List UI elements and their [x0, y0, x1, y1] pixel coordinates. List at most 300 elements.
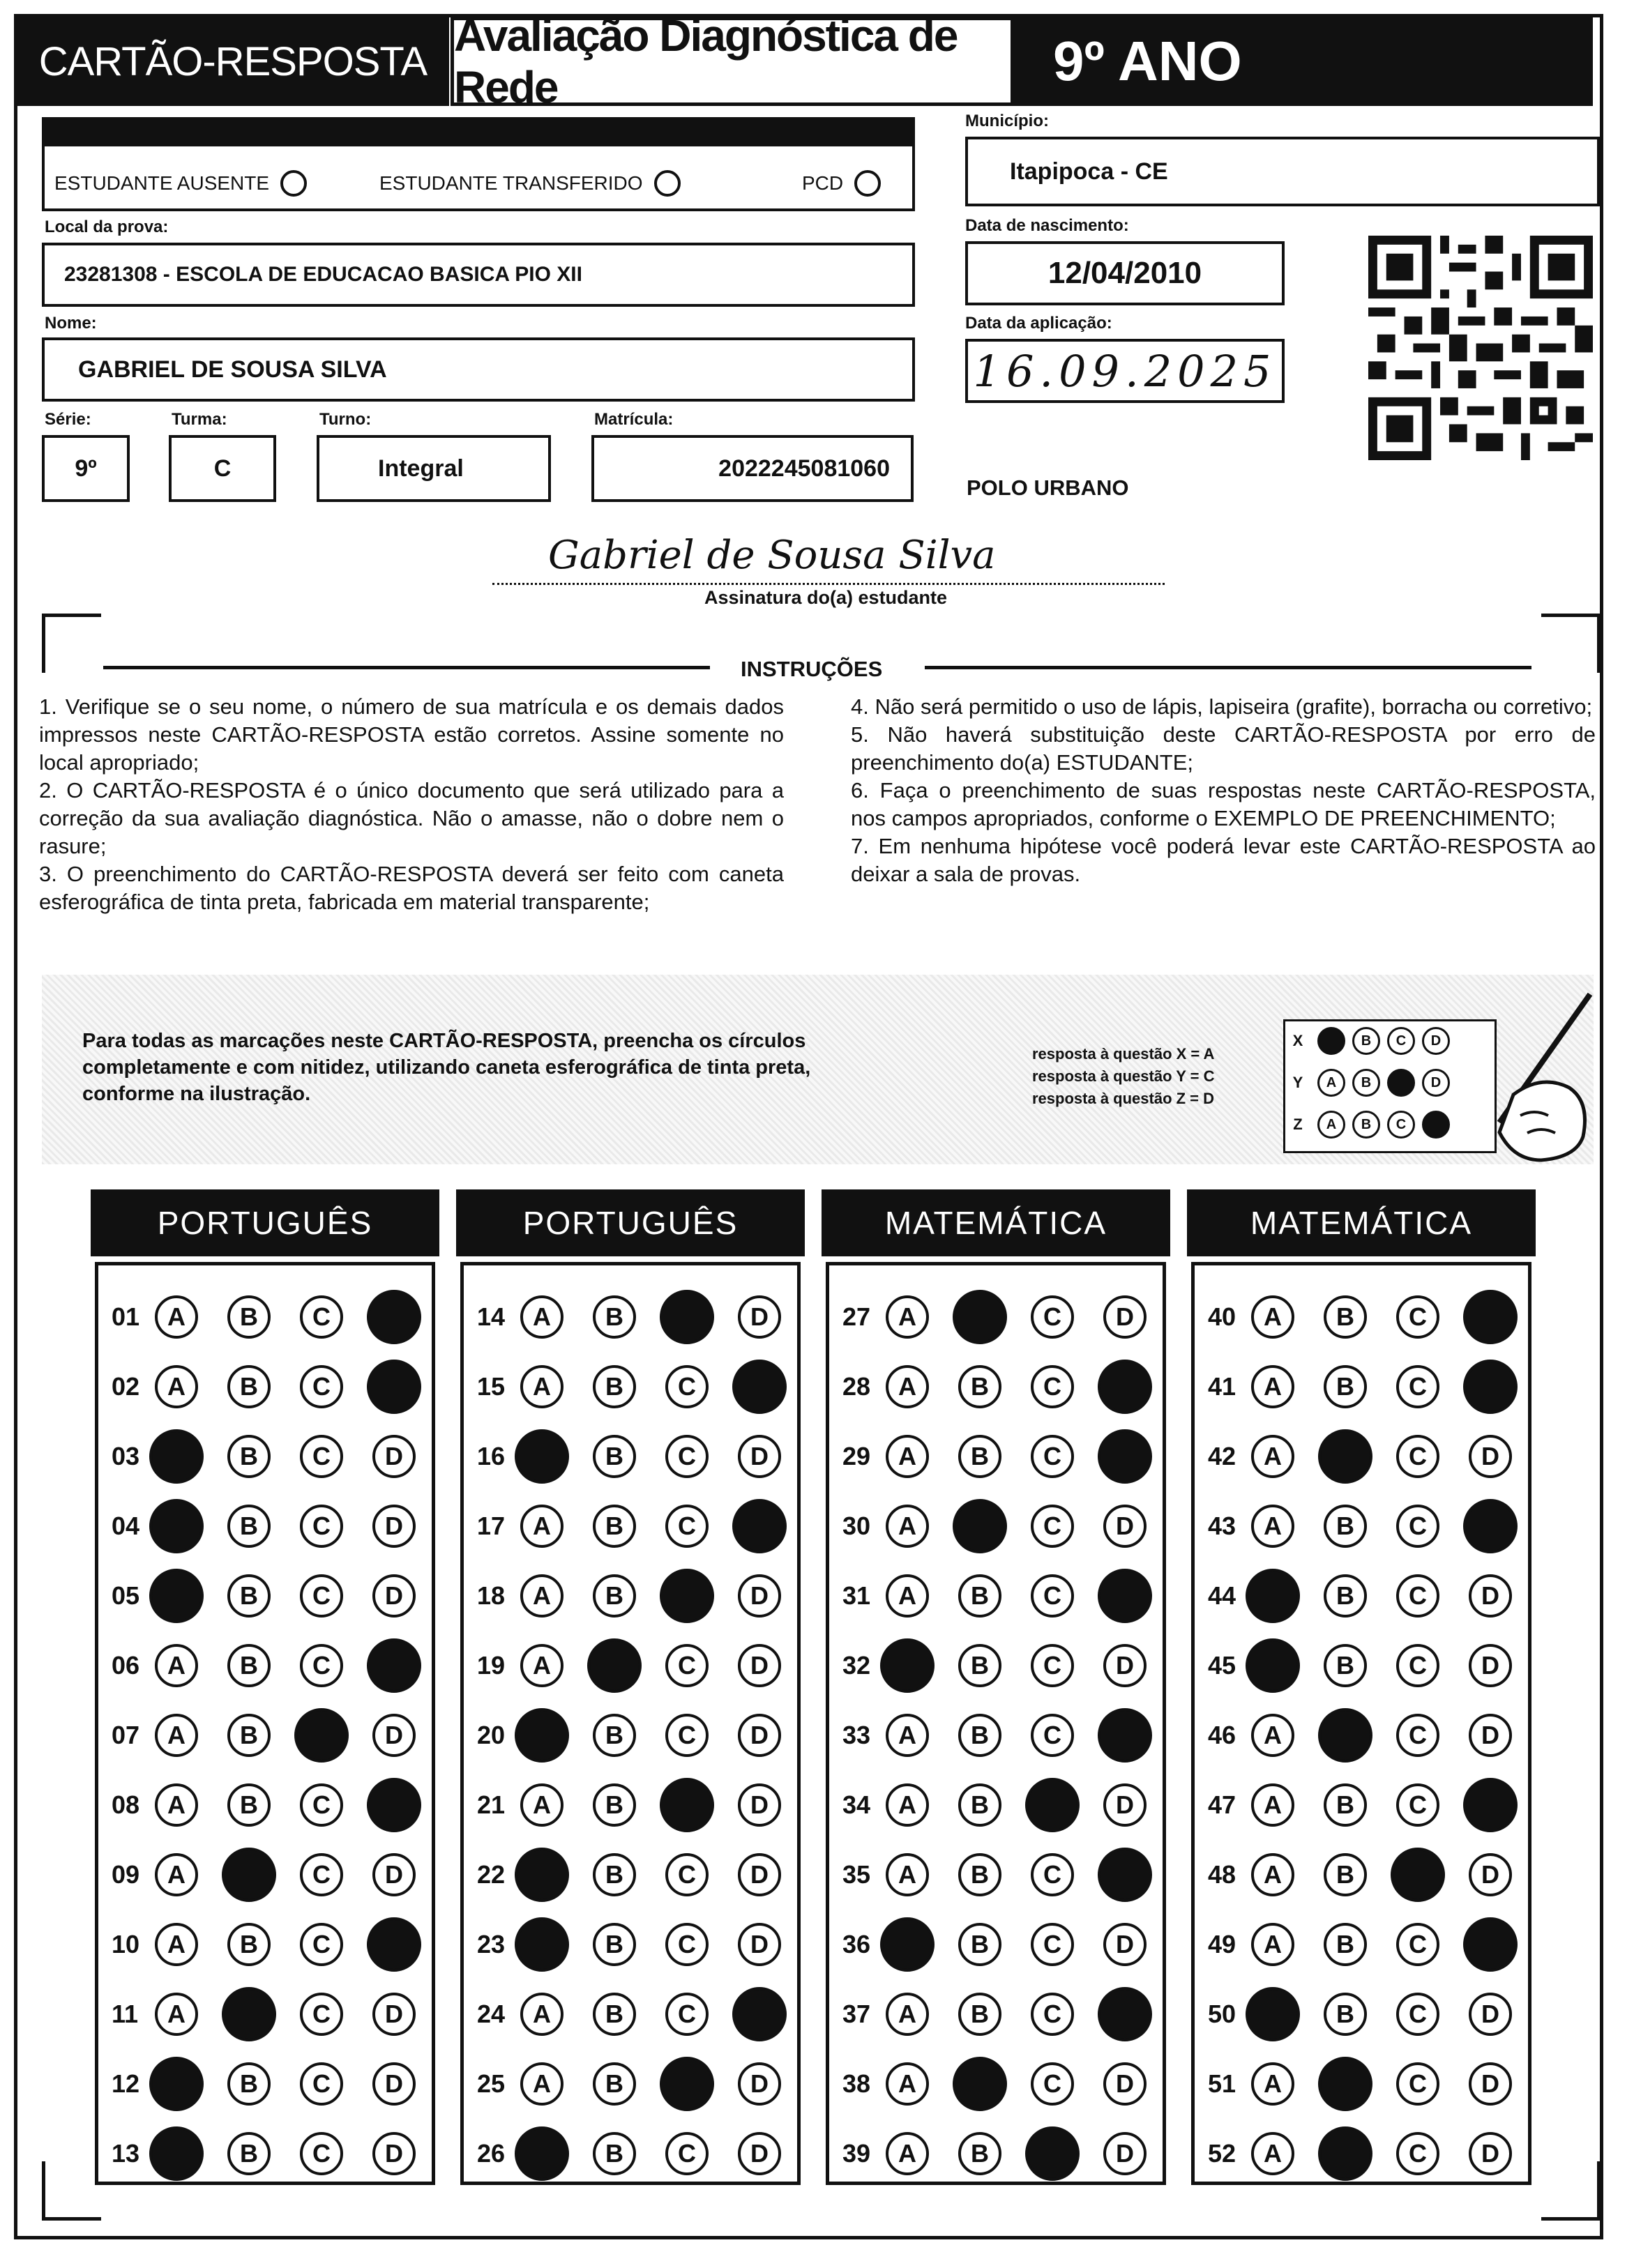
answer-bubble-d-filled[interactable] — [1463, 1360, 1518, 1414]
answer-bubble-c[interactable]: C — [665, 1923, 709, 1966]
answer-bubble-b[interactable]: B — [1324, 1783, 1367, 1827]
question-number: 36 — [842, 1930, 871, 1958]
answer-bubble-c-filled[interactable] — [660, 1569, 714, 1623]
answer-bubble-c[interactable]: C — [1396, 2062, 1439, 2106]
answer-bubble-d-filled[interactable] — [1098, 1360, 1152, 1414]
answer-bubble-d[interactable]: D — [372, 1574, 416, 1618]
answer-bubble-d[interactable]: D — [1469, 1993, 1512, 2036]
answer-bubble-a-filled[interactable] — [1246, 1569, 1300, 1623]
answer-bubble-d[interactable]: D — [738, 1714, 781, 1757]
answer-bubble-b[interactable]: B — [593, 1574, 636, 1618]
answer-bubble-b[interactable]: B — [227, 2132, 271, 2175]
question-row — [1208, 1429, 1541, 1484]
question-row — [1208, 1708, 1541, 1763]
answer-bubble-c[interactable]: C — [300, 1295, 343, 1339]
answer-bubble-d[interactable]: D — [1469, 2132, 1512, 2175]
answer-bubble-d[interactable]: D — [372, 1714, 416, 1757]
answer-bubble-a-filled[interactable] — [149, 2126, 204, 2181]
question-number: 20 — [477, 1721, 506, 1749]
example-bubble-b: B — [1352, 1069, 1380, 1097]
answer-bubble-d[interactable]: D — [738, 1295, 781, 1339]
answer-bubble-d[interactable]: D — [738, 1574, 781, 1618]
answer-bubble-a[interactable]: A — [886, 1295, 929, 1339]
answer-bubble-a-filled[interactable] — [1246, 1638, 1300, 1693]
answer-bubble-d[interactable]: D — [738, 1923, 781, 1966]
question-number: 02 — [112, 1372, 140, 1401]
answer-bubble-b[interactable]: B — [227, 1923, 271, 1966]
answer-bubble-c[interactable]: C — [300, 1923, 343, 1966]
pcd-option[interactable] — [802, 170, 881, 197]
answer-bubble-c[interactable]: C — [665, 1644, 709, 1687]
answer-bubble-c[interactable]: C — [1396, 1435, 1439, 1478]
answer-bubble-d[interactable]: D — [1469, 1435, 1512, 1478]
question-row — [477, 1848, 810, 1902]
answer-bubble-d-filled[interactable] — [732, 1987, 787, 2041]
class-value: C — [213, 455, 232, 482]
answer-bubble-c-filled[interactable] — [1391, 1848, 1445, 1902]
question-row — [1208, 1569, 1541, 1623]
birthdate-value: 12/04/2010 — [1047, 256, 1202, 290]
answer-bubble-c[interactable]: C — [300, 2062, 343, 2106]
answer-bubble-a[interactable]: A — [886, 2132, 929, 2175]
question-number: 16 — [477, 1442, 506, 1470]
answer-bubble-d[interactable]: D — [1469, 1714, 1512, 1757]
answer-bubble-b[interactable]: B — [1324, 1365, 1367, 1408]
answer-bubble-b[interactable]: B — [1324, 1505, 1367, 1548]
shift-label: Turno: — [319, 410, 372, 429]
answer-bubble-a[interactable]: A — [155, 1783, 198, 1827]
answer-bubble-b[interactable]: B — [1324, 1644, 1367, 1687]
grade-field — [42, 435, 130, 502]
answer-bubble-c[interactable]: C — [300, 1505, 343, 1548]
answer-bubble-d[interactable]: D — [1103, 1644, 1147, 1687]
answer-bubble-b[interactable]: B — [593, 1714, 636, 1757]
answer-bubble-a[interactable]: A — [886, 1714, 929, 1757]
answer-bubble-b[interactable]: B — [593, 2132, 636, 2175]
answer-bubble-d[interactable]: D — [1469, 1853, 1512, 1896]
answer-bubble-b[interactable]: B — [958, 1783, 1001, 1827]
question-number: 33 — [842, 1721, 871, 1749]
answer-bubble-a-filled[interactable] — [515, 1917, 569, 1972]
answer-bubble-b-filled[interactable] — [587, 1638, 642, 1693]
answer-bubble-d[interactable]: D — [1103, 2062, 1147, 2106]
answer-bubble-a[interactable]: A — [520, 1644, 563, 1687]
answer-bubble-a[interactable]: A — [155, 1295, 198, 1339]
answer-bubble-a[interactable]: A — [886, 2062, 929, 2106]
answer-bubble-b[interactable]: B — [1324, 1295, 1367, 1339]
question-row — [842, 2057, 1176, 2111]
answer-bubble-b[interactable]: B — [593, 1505, 636, 1548]
question-number: 45 — [1208, 1651, 1236, 1680]
answer-bubble-d[interactable]: D — [1103, 2132, 1147, 2175]
answer-bubble-c[interactable]: C — [300, 1365, 343, 1408]
answer-bubble-d[interactable]: D — [738, 1644, 781, 1687]
legend-y: resposta à questão Y = C — [1032, 1067, 1215, 1085]
answer-bubble-b[interactable]: B — [593, 1853, 636, 1896]
answer-bubble-c[interactable]: C — [1031, 1435, 1074, 1478]
answer-bubble-a-filled[interactable] — [515, 1848, 569, 1902]
answer-bubble-a-filled[interactable] — [149, 2057, 204, 2111]
answer-bubble-b[interactable]: B — [593, 1365, 636, 1408]
question-row — [477, 1569, 810, 1623]
answer-bubble-a[interactable]: A — [520, 2062, 563, 2106]
instruction-1: 1. Verifique se o seu nome, o número de sua matrícula e os demais dados impressos neste CARTÃO-RESPOSTA estão corretos. Assine somente no local apropriado; — [39, 694, 784, 775]
answer-bubble-c[interactable]: C — [300, 2132, 343, 2175]
answer-bubble-b[interactable]: B — [593, 1993, 636, 2036]
signature[interactable] — [492, 530, 1165, 585]
question-number: 40 — [1208, 1302, 1236, 1331]
instructions-title: INSTRUÇÕES — [741, 657, 883, 681]
example-text: Para todas as marcações neste CARTÃO-RESPOSTA, preencha os círculos completamente e com nitidez, utilizando caneta esferográfica de tinta preta, conforme na ilustração. — [82, 1030, 811, 1105]
answer-bubble-a[interactable]: A — [1251, 1714, 1294, 1757]
answer-bubble-b[interactable]: B — [958, 1574, 1001, 1618]
question-number: 38 — [842, 2069, 871, 2098]
answer-bubble-d[interactable]: D — [372, 1505, 416, 1548]
answer-bubble-a[interactable]: A — [520, 1295, 563, 1339]
answer-bubble-b-filled[interactable] — [953, 1290, 1007, 1344]
answer-bubble-b[interactable]: B — [1324, 1993, 1367, 2036]
answer-bubble-d-filled[interactable] — [1098, 1429, 1152, 1484]
example-row-x — [1285, 1027, 1450, 1055]
answer-bubble-c[interactable]: C — [1396, 1783, 1439, 1827]
question-row — [842, 1290, 1176, 1344]
answer-bubble-b[interactable]: B — [958, 1993, 1001, 2036]
example-bubble-c — [1387, 1069, 1415, 1097]
question-number: 15 — [477, 1372, 506, 1401]
answer-bubble-d[interactable]: D — [1469, 1574, 1512, 1618]
example-bubble-d: D — [1422, 1027, 1450, 1055]
answer-bubble-b-filled[interactable] — [1318, 2057, 1372, 2111]
answer-bubble-c[interactable]: C — [1396, 1714, 1439, 1757]
question-number: 12 — [112, 2069, 140, 2098]
answer-bubble-d-filled[interactable] — [1098, 1569, 1152, 1623]
answer-bubble-a[interactable]: A — [1251, 1923, 1294, 1966]
question-number: 09 — [112, 1860, 140, 1889]
answer-bubble-b[interactable]: B — [227, 1714, 271, 1757]
signature-text: Gabriel de Sousa Silva — [548, 533, 996, 578]
example-bubble-c: C — [1387, 1027, 1415, 1055]
answer-bubble-d-filled[interactable] — [1463, 1499, 1518, 1553]
answer-bubble-b-filled[interactable] — [222, 1987, 276, 2041]
answer-bubble-a[interactable]: A — [520, 1993, 563, 2036]
absent-bubble[interactable] — [280, 170, 307, 197]
answer-bubble-c[interactable]: C — [300, 1993, 343, 2036]
instructions-left — [39, 693, 784, 916]
answer-bubble-c[interactable]: C — [1396, 1295, 1439, 1339]
answer-bubble-d[interactable]: D — [372, 1993, 416, 2036]
answer-bubble-a[interactable]: A — [886, 1505, 929, 1548]
question-number: 25 — [477, 2069, 506, 2098]
answer-bubble-c-filled[interactable] — [660, 1290, 714, 1344]
class-field — [169, 435, 276, 502]
municipio-field — [965, 137, 1600, 206]
answer-bubble-d-filled[interactable] — [367, 1778, 421, 1832]
answer-bubble-b[interactable]: B — [958, 1853, 1001, 1896]
answer-bubble-b[interactable]: B — [227, 1644, 271, 1687]
answer-bubble-a[interactable]: A — [1251, 1853, 1294, 1896]
answer-bubble-d[interactable]: D — [1469, 2062, 1512, 2106]
question-row — [1208, 1917, 1541, 1972]
answer-bubble-d-filled[interactable] — [367, 1290, 421, 1344]
instructions-line-left — [103, 666, 710, 669]
answer-bubble-c[interactable]: C — [300, 1853, 343, 1896]
answer-bubble-a[interactable]: A — [1251, 2062, 1294, 2106]
shift-value: Integral — [378, 455, 464, 482]
answer-bubble-a-filled[interactable] — [880, 1638, 935, 1693]
answer-bubble-d-filled[interactable] — [367, 1638, 421, 1693]
answer-bubble-a-filled[interactable] — [880, 1917, 935, 1972]
answer-bubble-a[interactable]: A — [886, 1574, 929, 1618]
question-number: 31 — [842, 1581, 871, 1610]
question-number: 51 — [1208, 2069, 1236, 2098]
question-number: 21 — [477, 1790, 506, 1819]
answer-bubble-b[interactable]: B — [593, 1923, 636, 1966]
answer-bubble-d-filled[interactable] — [1463, 1778, 1518, 1832]
answer-bubble-c[interactable]: C — [665, 1714, 709, 1757]
answer-bubble-b-filled[interactable] — [1318, 2126, 1372, 2181]
question-row — [1208, 2057, 1541, 2111]
answer-bubble-b[interactable]: B — [958, 1365, 1001, 1408]
absent-option[interactable] — [54, 170, 307, 197]
answer-bubble-a[interactable]: A — [886, 1993, 929, 2036]
answer-bubble-b[interactable]: B — [1324, 1574, 1367, 1618]
application-date-field[interactable] — [965, 339, 1285, 403]
answer-bubble-c[interactable]: C — [1031, 1714, 1074, 1757]
answer-bubble-d-filled[interactable] — [367, 1917, 421, 1972]
answer-bubble-c-filled[interactable] — [294, 1708, 349, 1763]
corner-bottom-left — [42, 2161, 101, 2221]
answer-bubble-a[interactable]: A — [155, 1365, 198, 1408]
corner-top-left — [42, 614, 101, 673]
answer-bubble-c[interactable]: C — [1396, 1574, 1439, 1618]
answer-bubble-c[interactable]: C — [1396, 2132, 1439, 2175]
answer-bubble-b[interactable]: B — [958, 2132, 1001, 2175]
answer-bubble-a-filled[interactable] — [515, 2126, 569, 2181]
answer-bubble-a[interactable]: A — [1251, 1435, 1294, 1478]
answer-bubble-c[interactable]: C — [665, 1365, 709, 1408]
answer-bubble-a[interactable]: A — [155, 1923, 198, 1966]
column-header: MATEMÁTICA — [822, 1189, 1170, 1256]
answer-bubble-b[interactable]: B — [227, 1365, 271, 1408]
answer-bubble-d[interactable]: D — [738, 2132, 781, 2175]
answer-bubble-c[interactable]: C — [665, 2132, 709, 2175]
answer-bubble-a[interactable]: A — [886, 1783, 929, 1827]
application-date-label: Data da aplicação: — [965, 314, 1112, 333]
answer-bubble-c[interactable]: C — [300, 1783, 343, 1827]
answer-bubble-c[interactable]: C — [1031, 1295, 1074, 1339]
answer-bubble-a-filled[interactable] — [515, 1708, 569, 1763]
answer-bubble-a-filled[interactable] — [515, 1429, 569, 1484]
answer-bubble-a-filled[interactable] — [149, 1429, 204, 1484]
answer-bubble-d[interactable]: D — [1103, 1505, 1147, 1548]
answer-bubble-b-filled[interactable] — [222, 1848, 276, 1902]
answer-bubble-c[interactable]: C — [300, 1644, 343, 1687]
answer-bubble-c[interactable]: C — [1396, 1923, 1439, 1966]
question-row — [842, 1499, 1176, 1553]
answer-bubble-c[interactable]: C — [1031, 1993, 1074, 2036]
answer-bubble-d-filled[interactable] — [367, 1360, 421, 1414]
answer-bubble-c[interactable]: C — [1396, 1993, 1439, 2036]
question-row — [112, 1638, 445, 1693]
answer-bubble-b[interactable]: B — [958, 1923, 1001, 1966]
answer-bubble-b[interactable]: B — [227, 1295, 271, 1339]
question-number: 04 — [112, 1512, 140, 1540]
question-row — [112, 1917, 445, 1972]
answer-bubble-b-filled[interactable] — [953, 2057, 1007, 2111]
answer-bubble-c[interactable]: C — [665, 1505, 709, 1548]
answer-bubble-a[interactable]: A — [520, 1365, 563, 1408]
answer-bubble-a[interactable]: A — [520, 1505, 563, 1548]
answer-bubble-b[interactable]: B — [227, 1574, 271, 1618]
answer-bubble-a-filled[interactable] — [1246, 1987, 1300, 2041]
question-row — [112, 1708, 445, 1763]
answer-bubble-a[interactable]: A — [1251, 1505, 1294, 1548]
answer-bubble-b[interactable]: B — [593, 1435, 636, 1478]
answer-bubble-d-filled[interactable] — [1098, 1987, 1152, 2041]
example-row-z — [1285, 1111, 1450, 1139]
answer-bubble-b[interactable]: B — [227, 1505, 271, 1548]
question-number: 48 — [1208, 1860, 1236, 1889]
answer-bubble-b[interactable]: B — [593, 1783, 636, 1827]
answer-bubble-c[interactable]: C — [665, 1853, 709, 1896]
grade-label: Série: — [45, 410, 91, 429]
answer-bubble-a[interactable]: A — [886, 1365, 929, 1408]
transferred-bubble[interactable] — [654, 170, 681, 197]
answer-bubble-d-filled[interactable] — [732, 1360, 787, 1414]
question-row — [112, 1290, 445, 1344]
answer-bubble-c[interactable]: C — [665, 1993, 709, 2036]
question-row — [1208, 1290, 1541, 1344]
answer-bubble-d-filled[interactable] — [1463, 1290, 1518, 1344]
question-number: 10 — [112, 1930, 140, 1958]
question-number: 18 — [477, 1581, 506, 1610]
answer-bubble-a-filled[interactable] — [149, 1499, 204, 1553]
answer-bubble-d-filled[interactable] — [1463, 1917, 1518, 1972]
answer-bubble-b[interactable]: B — [958, 1435, 1001, 1478]
answer-bubble-c-filled[interactable] — [1025, 2126, 1080, 2181]
question-row — [842, 1429, 1176, 1484]
answer-bubble-a[interactable]: A — [520, 1783, 563, 1827]
answer-bubble-d[interactable]: D — [1103, 1783, 1147, 1827]
example-bubble-a: A — [1317, 1111, 1345, 1139]
answer-bubble-a[interactable]: A — [1251, 1365, 1294, 1408]
answer-bubble-c-filled[interactable] — [660, 1778, 714, 1832]
question-row — [1208, 1638, 1541, 1693]
answer-bubble-b-filled[interactable] — [1318, 1708, 1372, 1763]
answer-bubble-c[interactable]: C — [1031, 1365, 1074, 1408]
answer-bubble-c[interactable]: C — [665, 1435, 709, 1478]
question-row — [842, 1708, 1176, 1763]
answer-bubble-a[interactable]: A — [886, 1435, 929, 1478]
answer-bubble-a[interactable]: A — [1251, 1783, 1294, 1827]
answer-bubble-c[interactable]: C — [300, 1435, 343, 1478]
answer-bubble-c[interactable]: C — [1031, 1505, 1074, 1548]
answer-bubble-c[interactable]: C — [1396, 1365, 1439, 1408]
answer-bubble-b[interactable]: B — [227, 1435, 271, 1478]
answer-bubble-b[interactable]: B — [1324, 1923, 1367, 1966]
answer-bubble-a[interactable]: A — [520, 1574, 563, 1618]
example-bubble-b: B — [1352, 1027, 1380, 1055]
answer-bubble-d[interactable]: D — [1103, 1923, 1147, 1966]
example-row-label: Z — [1293, 1116, 1303, 1133]
answer-bubble-a[interactable]: A — [1251, 1295, 1294, 1339]
answer-bubble-a[interactable]: A — [155, 1714, 198, 1757]
answer-bubble-d[interactable]: D — [372, 2062, 416, 2106]
answer-bubble-a[interactable]: A — [155, 1853, 198, 1896]
question-number: 47 — [1208, 1790, 1236, 1819]
answer-bubble-d[interactable]: D — [1103, 1295, 1147, 1339]
transferred-option[interactable] — [379, 170, 681, 197]
class-label: Turma: — [172, 410, 227, 429]
question-row — [842, 1848, 1176, 1902]
answer-bubble-a[interactable]: A — [155, 1993, 198, 2036]
answer-bubble-d-filled[interactable] — [1098, 1708, 1152, 1763]
polo-text: POLO URBANO — [967, 475, 1129, 500]
answer-bubble-c[interactable]: C — [1031, 2062, 1074, 2106]
example-bubble-a — [1317, 1027, 1345, 1055]
answer-bubble-d[interactable]: D — [738, 2062, 781, 2106]
answer-bubble-d[interactable]: D — [738, 1435, 781, 1478]
example-bubble-d — [1422, 1111, 1450, 1139]
instruction-5: 5. Não haverá substituição deste CARTÃO-RESPOSTA por erro de preenchimento do(a) ESTUDANTE; — [851, 722, 1596, 775]
answer-bubble-c[interactable]: C — [1031, 1644, 1074, 1687]
assessment-title: Avaliação Diagnóstica de Rede — [451, 17, 1014, 106]
question-number: 50 — [1208, 2000, 1236, 2028]
answer-bubble-c[interactable]: C — [1031, 1853, 1074, 1896]
question-number: 19 — [477, 1651, 506, 1680]
answer-bubble-c[interactable]: C — [1031, 1574, 1074, 1618]
answer-bubble-c[interactable]: C — [300, 1574, 343, 1618]
answer-bubble-c-filled[interactable] — [1025, 1778, 1080, 1832]
answer-bubble-d[interactable]: D — [738, 1783, 781, 1827]
answer-bubble-b[interactable]: B — [958, 1714, 1001, 1757]
answer-bubble-d-filled[interactable] — [732, 1499, 787, 1553]
answer-bubble-c[interactable]: C — [1396, 1505, 1439, 1548]
answer-bubble-a-filled[interactable] — [149, 1569, 204, 1623]
answer-bubble-d-filled[interactable] — [1098, 1848, 1152, 1902]
question-row — [842, 1778, 1176, 1832]
question-number: 42 — [1208, 1442, 1236, 1470]
answer-bubble-d[interactable]: D — [372, 1435, 416, 1478]
answer-bubble-c[interactable]: C — [1396, 1644, 1439, 1687]
answer-bubble-b[interactable]: B — [1324, 1853, 1367, 1896]
question-row — [112, 1499, 445, 1553]
answer-bubble-b-filled[interactable] — [953, 1499, 1007, 1553]
answer-bubble-d[interactable]: D — [1469, 1644, 1512, 1687]
answer-bubble-a[interactable]: A — [1251, 2132, 1294, 2175]
instructions-line-right — [925, 666, 1531, 669]
answer-bubble-b-filled[interactable] — [1318, 1429, 1372, 1484]
answer-bubble-b[interactable]: B — [227, 2062, 271, 2106]
answer-bubble-b[interactable]: B — [593, 1295, 636, 1339]
answer-bubble-b[interactable]: B — [227, 1783, 271, 1827]
example-bubble-b: B — [1352, 1111, 1380, 1139]
answer-bubble-b[interactable]: B — [593, 2062, 636, 2106]
answer-bubble-d[interactable]: D — [372, 1853, 416, 1896]
answer-bubble-a[interactable]: A — [155, 1644, 198, 1687]
answer-bubble-b[interactable]: B — [958, 1644, 1001, 1687]
corner-bottom-right — [1541, 2161, 1601, 2221]
example-row-label: X — [1292, 1032, 1303, 1049]
question-number: 52 — [1208, 2139, 1236, 2168]
answer-bubble-a[interactable]: A — [886, 1853, 929, 1896]
pcd-bubble[interactable] — [854, 170, 881, 197]
answer-bubble-c-filled[interactable] — [660, 2057, 714, 2111]
answer-bubble-c[interactable]: C — [1031, 1923, 1074, 1966]
answer-bubble-d[interactable]: D — [372, 2132, 416, 2175]
instruction-2: 2. O CARTÃO-RESPOSTA é o único documento que será utilizado para a correção da sua avaliação diagnóstica. Não o amasse, não o dobre nem o rasure; — [39, 778, 784, 858]
answer-bubble-d[interactable]: D — [738, 1853, 781, 1896]
